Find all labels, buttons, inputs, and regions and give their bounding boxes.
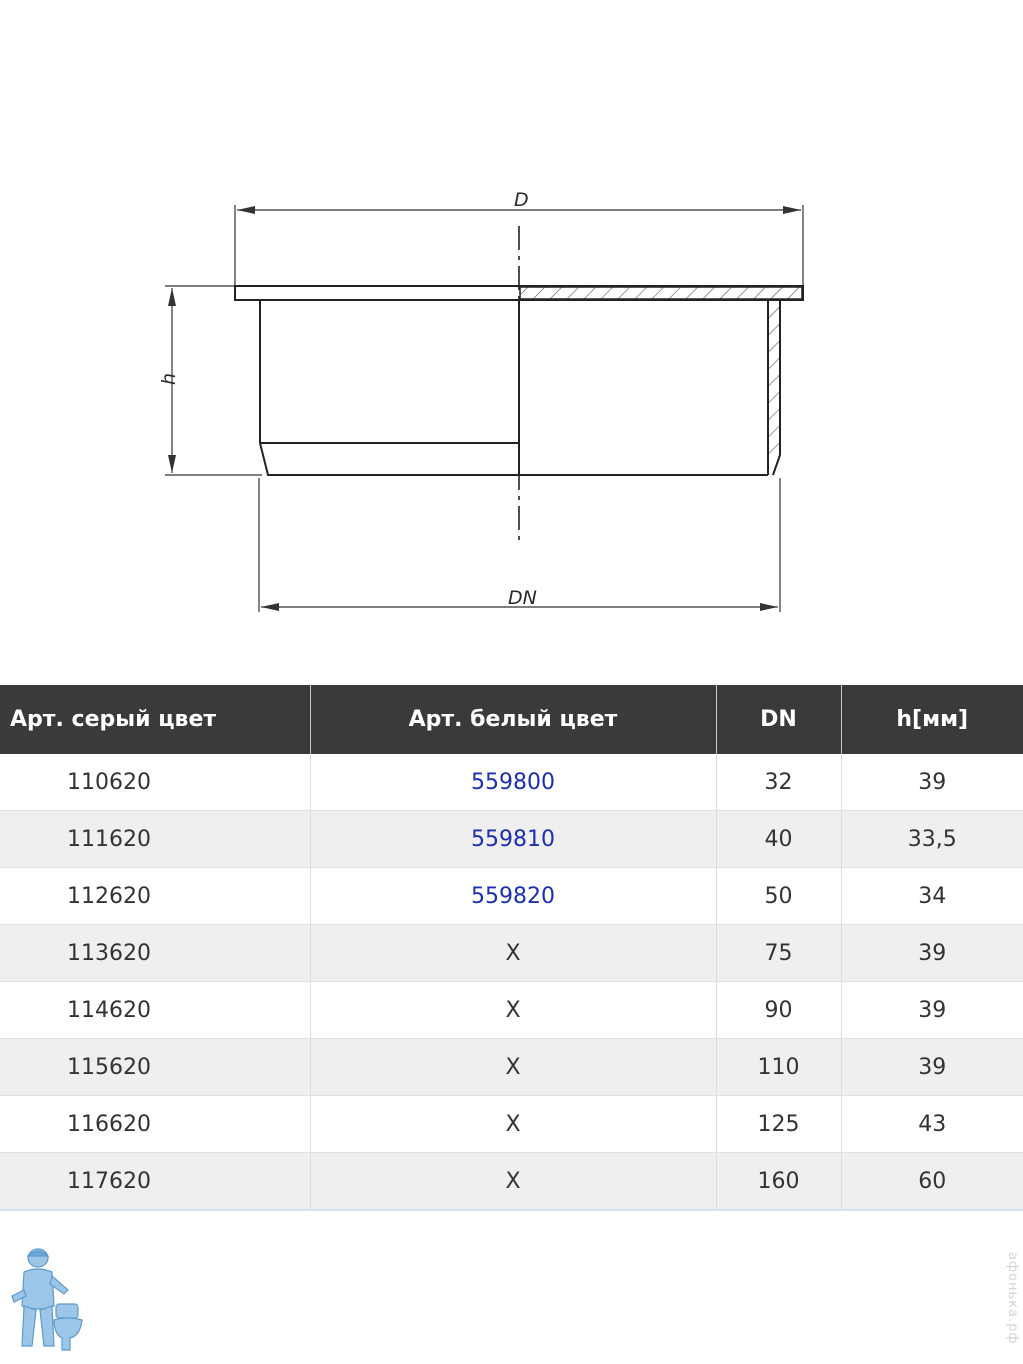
label-d: D — [514, 189, 529, 211]
header-dn: DN — [716, 685, 841, 754]
cell-white-article: X — [310, 1039, 716, 1096]
cell-grey-article: 114620 — [0, 982, 310, 1039]
cell-grey-article: 112620 — [0, 868, 310, 925]
cell-dn: 32 — [716, 754, 841, 811]
cell-white-article-link[interactable]: 559800 — [310, 754, 716, 811]
cell-grey-article: 110620 — [0, 754, 310, 811]
table-row — [0, 1096, 1023, 1153]
plumber-mascot-icon — [8, 1246, 84, 1356]
spec-table — [0, 685, 1023, 1211]
cell-white-article: X — [310, 1096, 716, 1153]
cell-grey-article: 111620 — [0, 811, 310, 868]
cell-h: 43 — [841, 1096, 1023, 1153]
cell-grey-article: 115620 — [0, 1039, 310, 1096]
table-row — [0, 1153, 1023, 1211]
header-h: h[мм] — [841, 685, 1023, 754]
header-grey-article: Арт. серый цвет — [0, 685, 310, 754]
cell-dn: 110 — [716, 1039, 841, 1096]
cell-dn: 125 — [716, 1096, 841, 1153]
cell-h: 60 — [841, 1153, 1023, 1211]
cell-dn: 75 — [716, 925, 841, 982]
label-dn: DN — [508, 587, 537, 609]
table-row — [0, 925, 1023, 982]
section-hatch — [520, 287, 802, 455]
table-header-row — [0, 685, 1023, 754]
cell-dn: 50 — [716, 868, 841, 925]
table-row — [0, 868, 1023, 925]
table-row — [0, 982, 1023, 1039]
cell-white-article-link[interactable]: 559820 — [310, 868, 716, 925]
header-white-article: Арт. белый цвет — [310, 685, 716, 754]
cell-dn: 40 — [716, 811, 841, 868]
cell-white-article-link[interactable]: 559810 — [310, 811, 716, 868]
table-row — [0, 754, 1023, 811]
technical-drawing — [0, 0, 1023, 680]
cell-grey-article: 116620 — [0, 1096, 310, 1153]
table-row — [0, 811, 1023, 868]
cell-dn: 160 — [716, 1153, 841, 1211]
cell-grey-article: 117620 — [0, 1153, 310, 1211]
cell-h: 39 — [841, 925, 1023, 982]
cell-white-article: X — [310, 982, 716, 1039]
cell-h: 39 — [841, 754, 1023, 811]
cell-h: 33,5 — [841, 811, 1023, 868]
cell-dn: 90 — [716, 982, 841, 1039]
site-watermark: афонька.рф — [1005, 1252, 1020, 1345]
cell-white-article: X — [310, 1153, 716, 1211]
cell-h: 39 — [841, 1039, 1023, 1096]
cell-white-article: X — [310, 925, 716, 982]
dimension-h — [158, 286, 262, 475]
table-row — [0, 1039, 1023, 1096]
cell-h: 39 — [841, 982, 1023, 1039]
cell-h: 34 — [841, 868, 1023, 925]
label-h: h — [158, 372, 180, 385]
cell-grey-article: 113620 — [0, 925, 310, 982]
